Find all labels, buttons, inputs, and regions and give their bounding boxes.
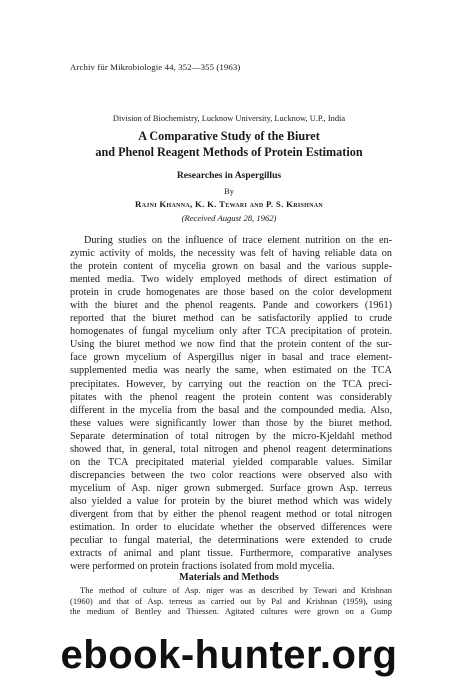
methods-body [70, 585, 392, 617]
body-line: estimation. In order to elucidate whether the observed differences were [70, 522, 392, 534]
body-line: with the biuret and the phenol reagents. Pande and coworkers (1961) [70, 300, 392, 312]
methods-line: (1960) and that of Asp. terreus as carried out by Pal and Krishnan (1959), using [70, 595, 392, 606]
body-line: reported that the biuret method can be satisfactorily applied to crude [70, 313, 392, 325]
journal-reference: Archiv für Mikrobiologie 44, 352—355 (1963) [70, 62, 241, 72]
body-line: supplemented media was nearly the same, when estimated on the TCA [70, 365, 392, 377]
article-title-line-2: and Phenol Reagent Methods of Protein Estimation [95, 144, 363, 159]
methods-line: The method of culture of Asp. niger was as described by Tewari and Krishnan [80, 585, 392, 595]
body-line: on the TCA precipitated material yielded comparable values. Similar [70, 456, 392, 468]
watermark-text: ebook-hunter.org [0, 630, 458, 680]
body-line: divergent from that by either the phenol reagent method or total nitrogen [70, 508, 392, 520]
body-line: different in the mycelia from the basal and the compounded media. Also, [70, 404, 392, 416]
methods-line: the medium of Bentley and Thiessen. Agitated cultures were grown on a Gump [70, 606, 392, 617]
body-line: peculiar to fungal material, the determinations were extended to crude [70, 535, 392, 547]
body-line: protein in crude homogenates are those based on the color development [70, 287, 392, 299]
body-line: were performed on protein fractions isolated from mold mycelia. [70, 561, 335, 573]
article-subtitle: Researches in Aspergillus [176, 170, 282, 181]
body-line: homogenates of fungal mycelium only after TCA precipitation of protein. [70, 326, 392, 338]
body-line: mycelium of Asp. niger grown submerged. Surface grown Asp. terreus [70, 482, 392, 494]
body-line: the protein content of mycelia grown on basal and the various supple- [70, 261, 392, 273]
section-heading-methods: Materials and Methods [179, 572, 279, 583]
body-line: zymic activity of molds, the necessity was felt of having reliable data on [70, 248, 392, 260]
body-line: face grown mycelium of Aspergillus niger in basal and trace element- [70, 352, 392, 364]
author-list: Rajni Khanna, K. K. Tewari and P. S. Krishnan [135, 199, 323, 209]
body-line: Separate determination of total nitrogen by the micro-Kjeldahl method [70, 430, 392, 442]
article-title-line-1: A Comparative Study of the Biuret [138, 129, 320, 143]
body-line: showed that, in general, total nitrogen and phenol reagent determinations [70, 443, 392, 455]
received-date: (Received August 28, 1962) [181, 213, 277, 223]
body-line: Using the biuret method we now find that the protein content of the sur- [70, 339, 392, 351]
body-line: extracts of animal and plant tissue. Furthermore, comparative analyses [70, 548, 392, 560]
byline-by: By [224, 187, 234, 196]
body-line: precipitates. However, by carrying out the reaction on the TCA preci- [70, 378, 392, 390]
author-affiliation: Division of Biochemistry, Lucknow University, Lucknow, U.P., India [112, 114, 346, 123]
body-line: During studies on the influence of trace element nutrition on the en- [84, 235, 392, 246]
body-line: these values were significantly lower than those by the biuret method. [70, 417, 392, 429]
body-line: discrepancies between the two color reactions were observed also with [70, 469, 392, 481]
article-title [0, 129, 458, 160]
body-line: mented media. Two widely employed methods of direct estimation of [70, 274, 392, 286]
body-line: also yielded a value for protein by the biuret method which was widely [70, 495, 392, 507]
body-line: pitates with the phenol reagent the protein content was considerably [70, 391, 392, 403]
introduction-body [70, 234, 392, 573]
